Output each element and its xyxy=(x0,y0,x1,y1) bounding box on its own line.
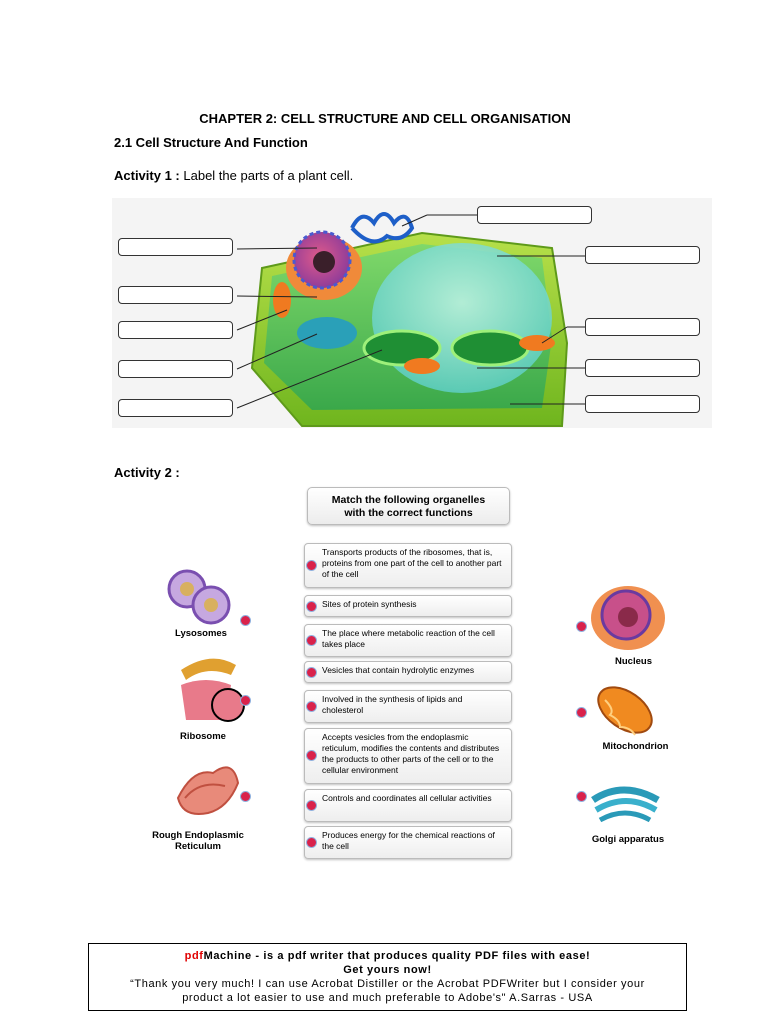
rough-er-dot[interactable] xyxy=(240,791,251,802)
matching-header-line1: Match the following organelles xyxy=(331,494,486,506)
lysosomes-dot[interactable] xyxy=(240,615,251,626)
nucleus-label: Nucleus xyxy=(615,656,652,667)
plant-cell-illustration xyxy=(112,198,712,428)
mitochondrion-dot[interactable] xyxy=(576,707,587,718)
activity2-label: Activity 2 : xyxy=(114,465,180,480)
function-box-5: Involved in the synthesis of lipids and cholesterol xyxy=(304,690,512,723)
function-dot-8[interactable] xyxy=(306,837,317,848)
ribosome-dot[interactable] xyxy=(240,695,251,706)
label-box-9[interactable] xyxy=(585,359,700,377)
label-box-2[interactable] xyxy=(118,286,233,304)
lysosomes-label: Lysosomes xyxy=(175,628,227,639)
function-box-8: Produces energy for the chemical reactions of the cell xyxy=(304,826,512,859)
function-dot-6[interactable] xyxy=(306,750,317,761)
function-dot-3[interactable] xyxy=(306,635,317,646)
label-box-8[interactable] xyxy=(585,318,700,336)
pdfmachine-footer xyxy=(88,943,687,1011)
golgi-dot[interactable] xyxy=(576,791,587,802)
label-box-7[interactable] xyxy=(585,246,700,264)
label-box-6[interactable] xyxy=(477,206,592,224)
footer-line2: Get yours now! xyxy=(343,964,432,976)
function-box-4: Vesicles that contain hydrolytic enzymes xyxy=(304,661,512,683)
footer-line1-text: Machine - is a pdf writer that produces quality PDF files with ease! xyxy=(203,950,591,962)
function-dot-4[interactable] xyxy=(306,667,317,678)
ribosome-label: Ribosome xyxy=(180,731,226,742)
function-dot-1[interactable] xyxy=(306,560,317,571)
function-box-7: Controls and coordinates all cellular activities xyxy=(304,789,512,822)
golgi-image xyxy=(588,780,663,830)
nucleus-image xyxy=(588,583,668,653)
footer-brand: pdf xyxy=(184,950,204,962)
footer-line3: “Thank you very much! I can use Acrobat Distiller or the Acrobat PDFWriter but I consider your xyxy=(130,978,645,990)
chapter-title: CHAPTER 2: CELL STRUCTURE AND CELL ORGANISATION xyxy=(199,111,571,126)
matching-figure xyxy=(148,485,678,865)
lysosomes-image xyxy=(163,567,238,627)
ribosome-image xyxy=(176,655,246,725)
function-dot-5[interactable] xyxy=(306,701,317,712)
rough-er-image xyxy=(173,763,243,828)
function-box-3: The place where metabolic reaction of the cell takes place xyxy=(304,624,512,657)
function-box-2: Sites of protein synthesis xyxy=(304,595,512,617)
function-dot-7[interactable] xyxy=(306,800,317,811)
rough-er-label: Rough Endoplasmic Reticulum xyxy=(152,830,244,852)
section-title: 2.1 Cell Structure And Function xyxy=(114,135,308,150)
plant-cell-diagram xyxy=(112,198,712,428)
mitochondrion-image xyxy=(590,680,660,740)
footer-line1 xyxy=(89,949,686,963)
function-box-1: Transports products of the ribosomes, that is, proteins from one part of the cell to another part of the cell xyxy=(304,543,512,588)
footer-line4: product a lot easier to use and much preferable to Adobe's" A.Sarras - USA xyxy=(182,992,593,1004)
matching-header-line2: with the correct functions xyxy=(344,507,473,519)
matching-header xyxy=(307,487,510,525)
mitochondrion-label: Mitochondrion xyxy=(602,741,669,752)
golgi-label: Golgi apparatus xyxy=(591,834,665,845)
activity1-label: Activity 1 : xyxy=(114,168,180,183)
nucleus-dot[interactable] xyxy=(576,621,587,632)
label-box-1[interactable] xyxy=(118,238,233,256)
function-dot-2[interactable] xyxy=(306,601,317,612)
function-box-6: Accepts vesicles from the endoplasmic reticulum, modifies the contents and distributes the products to other parts of the cell or to the cellular environment xyxy=(304,728,512,784)
label-box-5[interactable] xyxy=(118,399,233,417)
activity1-heading xyxy=(114,168,353,183)
activity1-instruction: Label the parts of a plant cell. xyxy=(183,168,354,183)
label-box-3[interactable] xyxy=(118,321,233,339)
label-box-4[interactable] xyxy=(118,360,233,378)
label-box-10[interactable] xyxy=(585,395,700,413)
